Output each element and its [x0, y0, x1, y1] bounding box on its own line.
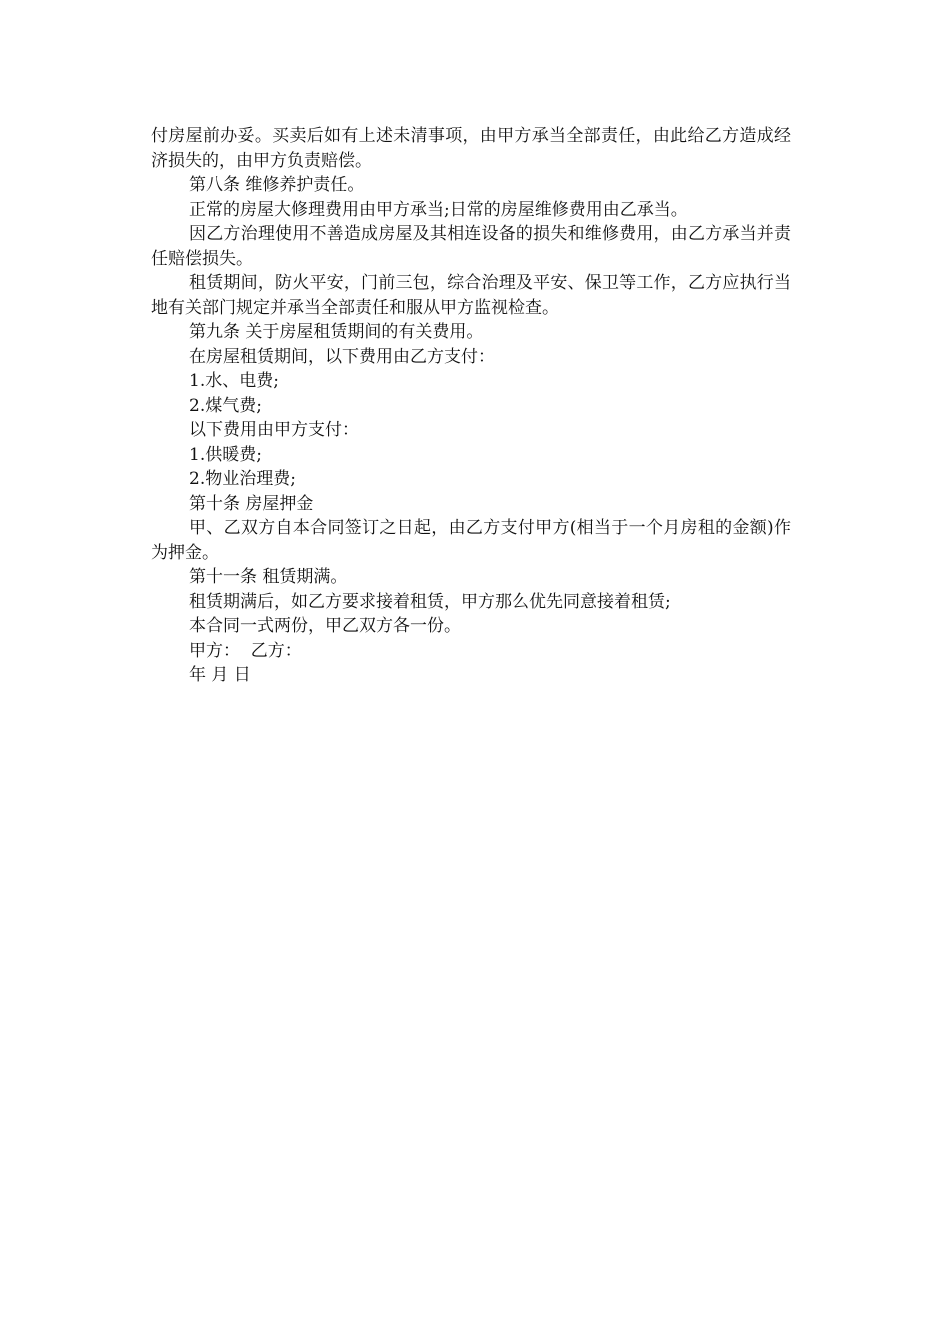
list-item: 2.煤气费; [189, 395, 262, 416]
paragraph: 租赁期满后，如乙方要求接着租赁，甲方那么优先同意接着租赁; [189, 591, 671, 612]
paragraph: 租赁期间，防火平安，门前三包，综合治理及平安、保卫等工作，乙方应执行当地有关部门规定并承当全部责任和服从甲方监视检查。 [151, 273, 791, 318]
paragraph-continuation: 付房屋前办妥。买卖后如有上述未清事项，由甲方承当全部责任，由此给乙方造成经济损失的，由甲方负责赔偿。 [151, 126, 791, 171]
list-item: 1.供暖费; [189, 444, 262, 465]
article-9-heading: 第九条 关于房屋租赁期间的有关费用。 [189, 322, 484, 342]
list-item: 1.水、电费; [189, 371, 279, 391]
article-10-heading: 第十条 房屋押金 [189, 493, 314, 514]
article-8-heading: 第八条 维修养护责任。 [189, 175, 365, 195]
list-item: 2.物业治理费; [189, 469, 296, 489]
paragraph: 甲、乙双方自本合同签订之日起，由乙方支付甲方(相当于一个月房租的金额)作为押金。 [151, 518, 791, 563]
paragraph: 在房屋租赁期间，以下费用由乙方支付： [189, 346, 495, 367]
paragraph: 正常的房屋大修理费用由甲方承当;日常的房屋维修费用由乙承当。 [189, 199, 688, 220]
paragraph: 以下费用由甲方支付： [189, 420, 359, 440]
signature-line: 甲方： 乙方： [189, 640, 302, 661]
article-11-heading: 第十一条 租赁期满。 [189, 567, 348, 587]
paragraph: 因乙方治理使用不善造成房屋及其相连设备的损失和维修费用，由乙方承当并责任赔偿损失。 [151, 224, 791, 269]
document-page [151, 124, 791, 688]
date-line: 年 月 日 [189, 665, 251, 685]
paragraph: 本合同一式两份，甲乙双方各一份。 [189, 616, 461, 636]
